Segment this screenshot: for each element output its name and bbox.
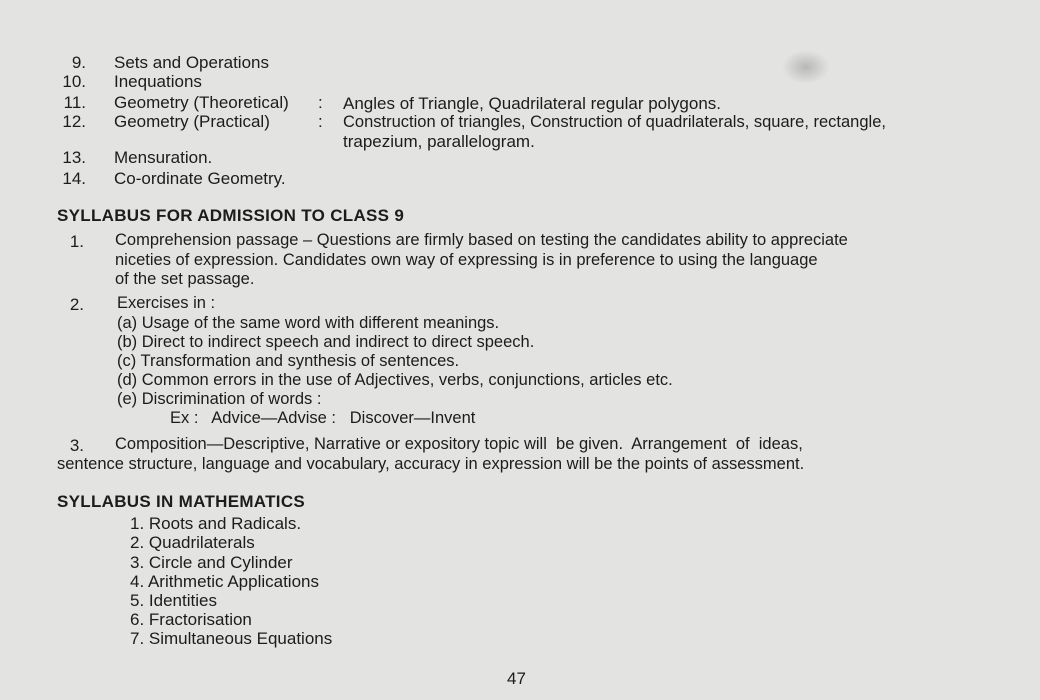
example-line: Ex : Advice—Advise : Discover—Invent bbox=[170, 409, 476, 427]
ink-smudge bbox=[782, 50, 830, 84]
math-topic: 7. Simultaneous Equations bbox=[130, 629, 333, 648]
list-item-title: Mensuration. bbox=[114, 148, 213, 167]
exercise-title: Exercises in : bbox=[117, 294, 216, 312]
math-topic: 6. Fractorisation bbox=[130, 610, 252, 629]
list-number: 12. bbox=[62, 112, 86, 131]
exercise-item: (c) Transformation and synthesis of sentences. bbox=[117, 352, 460, 370]
list-number: 11. bbox=[63, 93, 86, 112]
paragraph-line: sentence structure, language and vocabulary, accuracy in expression will be the points of assessment. bbox=[57, 455, 805, 473]
section-heading: SYLLABUS FOR ADMISSION TO CLASS 9 bbox=[57, 206, 405, 225]
math-topic: 5. Identities bbox=[130, 591, 217, 610]
paragraph-line: Comprehension passage – Questions are firmly based on testing the candidates ability to appreciate bbox=[115, 231, 848, 249]
list-number: 14. bbox=[62, 169, 86, 188]
list-item-separator: : bbox=[318, 112, 323, 131]
list-item-title: Geometry (Practical) bbox=[114, 112, 270, 131]
math-topic: 3. Circle and Cylinder bbox=[130, 553, 293, 572]
exercise-item: (b) Direct to indirect speech and indirect to direct speech. bbox=[117, 333, 535, 351]
section-heading: SYLLABUS IN MATHEMATICS bbox=[57, 492, 306, 511]
list-item-title: Geometry (Theoretical) bbox=[114, 93, 289, 112]
item-number: 1. bbox=[69, 232, 84, 251]
list-number: 9. bbox=[71, 53, 86, 72]
math-topic: 4. Arithmetic Applications bbox=[130, 572, 319, 591]
list-item-description: Construction of triangles, Construction of quadrilaterals, square, rectangle, bbox=[343, 113, 886, 131]
exercise-item: (a) Usage of the same word with different meanings. bbox=[117, 314, 500, 332]
list-item-title: Sets and Operations bbox=[114, 53, 269, 72]
list-item-description: Angles of Triangle, Quadrilateral regular polygons. bbox=[343, 94, 721, 113]
list-number: 10. bbox=[62, 72, 86, 91]
list-number: 13. bbox=[62, 148, 86, 167]
paragraph-line: niceties of expression. Candidates own way of expressing is in preference to using the language bbox=[115, 251, 818, 269]
list-item-description-cont: trapezium, parallelogram. bbox=[343, 132, 535, 151]
exercise-item: (d) Common errors in the use of Adjectives, verbs, conjunctions, articles etc. bbox=[117, 371, 673, 389]
math-topic: 2. Quadrilaterals bbox=[130, 533, 255, 552]
page-number: 47 bbox=[507, 669, 526, 688]
list-item-separator: : bbox=[318, 93, 323, 112]
math-topic: 1. Roots and Radicals. bbox=[130, 514, 302, 533]
exercise-item: (e) Discrimination of words : bbox=[117, 390, 322, 408]
paragraph-line: of the set passage. bbox=[115, 270, 255, 288]
list-item-title: Co-ordinate Geometry. bbox=[114, 169, 286, 188]
item-number: 3. bbox=[69, 436, 84, 455]
item-number: 2. bbox=[69, 295, 84, 314]
paragraph-line: Composition—Descriptive, Narrative or expository topic will be given. Arrangement of ideas, bbox=[115, 435, 803, 453]
list-item-title: Inequations bbox=[114, 72, 202, 91]
